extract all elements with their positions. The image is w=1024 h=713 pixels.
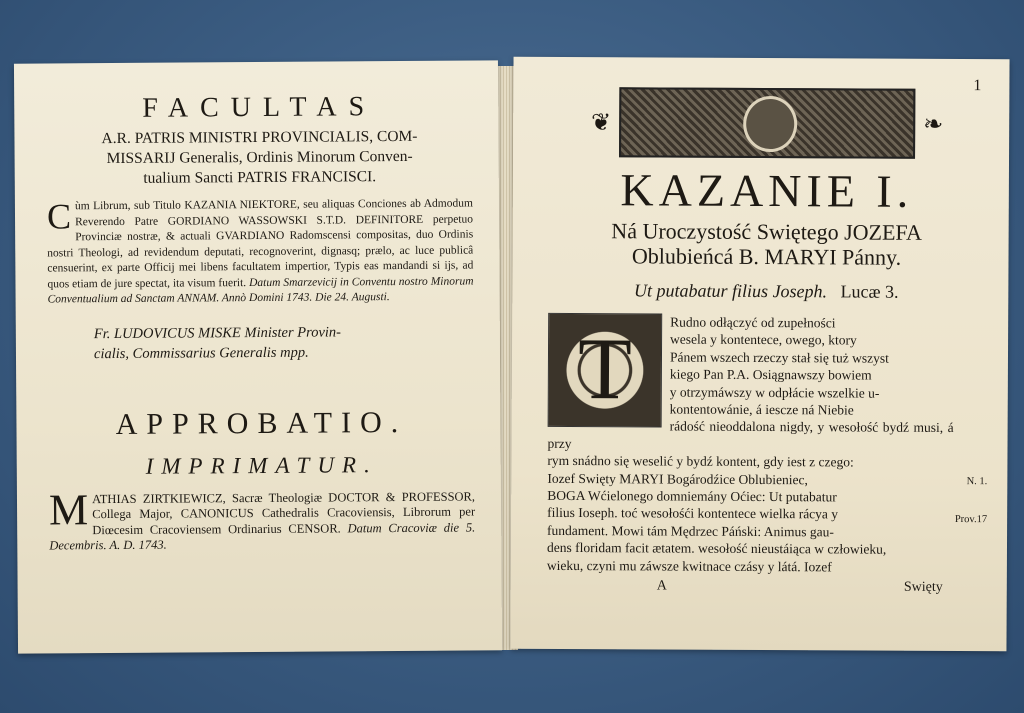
facultas-paragraph — [47, 196, 474, 307]
ornamental-drop-cap — [548, 313, 663, 428]
text-line: wesela y kontentece, owego, ktory — [670, 331, 857, 348]
scripture-quote — [548, 280, 984, 303]
text-line: kiego Pan P.A. Osiągnawszy bowiem — [669, 366, 872, 383]
left-page — [14, 60, 502, 653]
text-line: filius Ioseph. toć wesołośći kontentece wielka rácya y — [547, 505, 839, 522]
text-line: kontentowánie, á iescze ná Niebie — [669, 401, 854, 418]
drop-cap-letter: T — [577, 321, 633, 419]
facultas-subtitle-line: A.R. PATRIS MINISTRI PROVINCIALIS, COM- — [101, 127, 418, 148]
imprimatur-paragraph — [48, 484, 476, 554]
imprimatur-heading: IMPRIMATUR. — [145, 451, 378, 479]
signature-line: cialis, Commissarius Generalis mpp. — [93, 344, 309, 362]
facultas-subtitle — [46, 126, 472, 189]
text-line: y otrzymáwszy w odpłácie wszelkie u- — [669, 384, 880, 401]
facultas-subtitle-line: tualium Sancti PATRIS FRANCISCI. — [143, 168, 377, 187]
header-ornament — [549, 87, 985, 159]
sermon-body — [546, 313, 988, 576]
sermon-subtitle-line: Ná Uroczystość Swiętego JOZEFA — [611, 218, 923, 245]
coat-of-arms-icon — [743, 96, 797, 152]
text-line: BOGA Wćielonego domniemány Oćiec: Ut putabatur — [547, 487, 837, 505]
quote-text: Ut putabatur filius Joseph. — [634, 280, 828, 302]
text-line: rádość nieoddalona nigdy, y wesołość bydź musi, á przy — [547, 418, 954, 451]
ornamental-band-image — [619, 87, 915, 159]
imprimatur-drop-cap: M — [48, 484, 89, 534]
facultas-heading: FACULTAS — [142, 91, 377, 124]
imprimatur-date: Datum Cracoviæ die 5. Decembris. A. D. 1743. — [49, 519, 476, 553]
page-number: 1 — [973, 77, 982, 95]
text-line: fundament. Mowi tám Mędrzec Páński: Animus gau- — [547, 522, 834, 540]
fleuron-left-icon: ❦ — [591, 109, 612, 136]
facultas-text: ùm Librum, sub Titulo KAZANIA NIEKTORE, seu aliquas Conciones ab Admodum Reverendo Patre GORDIANO WASSOWSKI S.T.D. DEFINITORE perpetuo Provinciæ nostræ, & actuali GVARDIANO Radomscensi compositas, duo Ordinis nostri Theologi, ad revidendum deputati, recognoverint, dignasq; prælo, ac luce publicâ censuerint, ex parte Officij mei libens facultatem impertior, Typis eas mandandi si ijs, ad quos etiam de jure spectat, ita visum fuerit. — [47, 197, 474, 290]
text-line: Rudno odłączyć od zupełności — [670, 314, 836, 331]
imprimatur-text: ATHIAS ZIRTKIEWICZ, Sacræ Theologiæ DOCTOR & PROFESSOR, Collega Major, CANONICUS Cathedralis Cracoviensis, Librorum per Diœcesim Cracoviensem Ordinarius CENSOR. — [92, 488, 476, 537]
signature-block — [94, 321, 474, 364]
right-page — [510, 57, 1009, 652]
sermon-subtitle-line: Oblubieńcá B. MARYI Pánny. — [631, 243, 902, 270]
sermon-title: KAZANIE I. — [620, 164, 914, 217]
approbatio-heading: APPROBATIO. — [115, 405, 408, 441]
text-line: dens floridam facit ætatem. wesołość nieustáiąca w człowieku, — [546, 540, 887, 557]
sermon-subtitle — [548, 218, 984, 270]
text-line: wieku, czyni mu záwsze kwitnace czásy y látá. Iozef — [546, 557, 832, 575]
margin-note: N. 1. — [966, 476, 988, 488]
text-line: rym snádno się weselić y bydź kontent, gdy iest z czego: — [547, 453, 854, 470]
facultas-date: Datum Smarzevicij in Conventu nostro Minorum Conventualium ad Sanctam ANNAM. Annò Domini 1743. Die 24. Augusti. — [47, 274, 474, 306]
facultas-subtitle-line: MISSARIJ Generalis, Ordinis Minorum Conven- — [106, 147, 413, 168]
catchword: Swięty — [903, 579, 943, 596]
text-line: Pánem wszech rzeczy stał się tuż wszyst — [669, 349, 889, 366]
facultas-drop-cap: C — [46, 196, 72, 237]
signature-line: Fr. LUDOVICUS MISKE Minister Provin- — [93, 323, 342, 342]
signature-mark: A — [656, 578, 667, 594]
text-line: Iozef Swięty MARYI Bogárodźice Oblubieniec, — [547, 470, 808, 487]
fleuron-right-icon: ❧ — [923, 111, 944, 138]
quote-reference: Lucæ 3. — [840, 281, 899, 302]
page-footer — [547, 578, 983, 596]
margin-note: Prov.17 — [954, 514, 988, 526]
